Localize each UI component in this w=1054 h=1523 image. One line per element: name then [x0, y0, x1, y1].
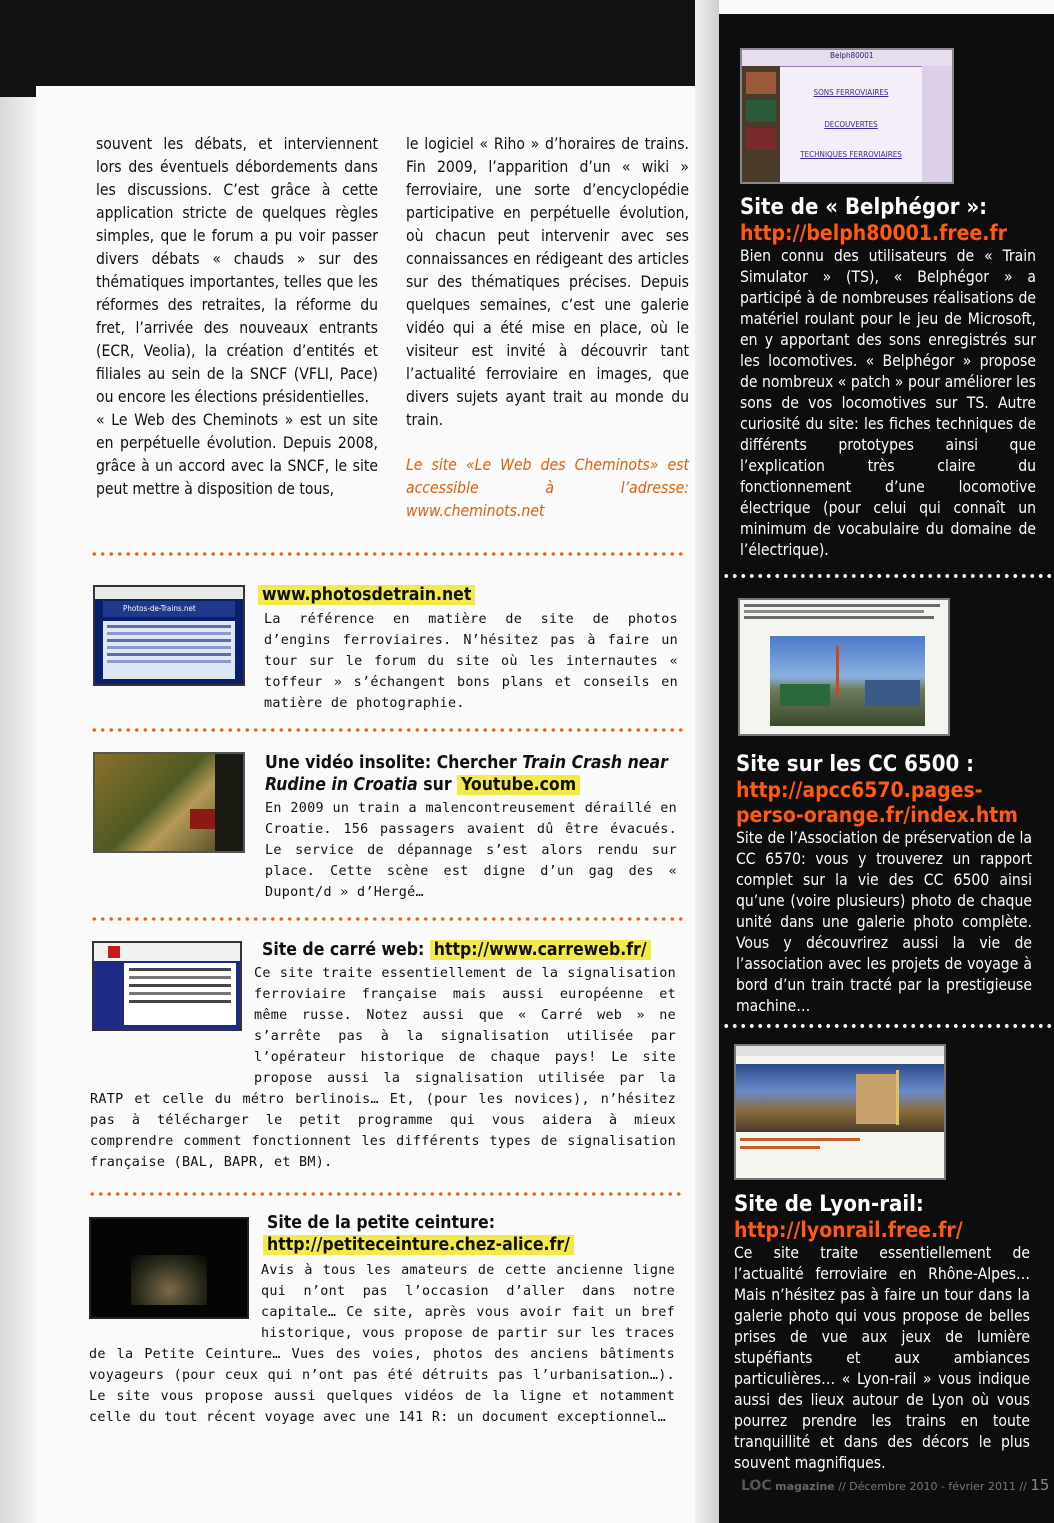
dotted-divider [90, 552, 685, 556]
article-paragraph: le logiciel « Riho » d’horaires de trains. Fin 2009, l’apparition d’un « wiki » ferroviaire, une sorte d’encyclopédie participative en perpétuelle évolution, où chacun peut intervenir avec ses connaissances en rédigeant des articles sur des thématiques précises. Depuis quelques semaines, c’est une galerie vidéo qui a été mise en place, où le visiteur est invité à découvrir tant l’actualité ferroviaire en images, que divers sujets ayant trait au monde du train. [406, 135, 689, 429]
photosdetrain-text: La référence en matière de site de photos d’engins ferroviaires. N’hésitez pas à faire un tour sur le forum du site où les internautes « toffeur » s’échangent bons plans et conseils en matière de photographie. [264, 612, 678, 711]
page-footer [741, 1476, 1049, 1494]
petiteceinture-url[interactable]: http://petiteceinture.chez-alice.fr/ [263, 1235, 574, 1255]
article-column-2 [406, 133, 689, 523]
lyonrail-text: Ce site traite essentiellement de l’actualité ferroviaire en Rhône-Alpes… Mais n’hésitez pas à faire un tour dans la galerie photo qui vous propose de belles prises de vue aux jeux de lumière stupéfiants et aux ambiances particulières… « Lyon-rail » vous indique aussi des lieux autour de Lyon où vous pourrez prendre les trains en toute tranquillité et dans des décors le plus souvent magnifiques. [734, 1244, 1030, 1472]
petiteceinture-body: Avis à tous les amateurs de cette ancienne ligne qui n’ont pas l’occasion d’aller dans notre capitale… Ce site, après vous avoir fait un bref historique, vous propose de partir sur les traces de la Petite Ceinture… Vues des voies, photos des anciens bâtiments voyageurs (pour ceux qui n’ont pas été détruits pas l’urbanisation…). Le site vous propose aussi quelques vidéos de la ligne et notamment celle du tout récent voyage avec une 141 R: un document exceptionnel… [89, 1263, 675, 1425]
lyonrail-screenshot [734, 1044, 946, 1180]
dotted-divider [90, 728, 685, 732]
video-screenshot [93, 752, 245, 853]
text-wrap-spacer [89, 1260, 261, 1342]
video-search-term: Train Crash near Rudine in Croatia [265, 753, 668, 795]
petiteceinture-title: Site de la petite ceinture: [267, 1213, 495, 1233]
top-black-band [0, 0, 695, 97]
video-text: En 2009 un train a malencontreusement déraillé en Croatie. 156 passagers avaient dû être évacués. Le service de dépannage s’est alors rendu sur place. Cette scène est digne d’un gag des « Dupont/d » d’Hergé… [265, 801, 677, 900]
belph-shot-link: SONS FERROVIAIRES [813, 88, 889, 97]
text-wrap-spacer [90, 963, 254, 1089]
video-title-sur: sur [417, 775, 458, 795]
belph-title: Site de « Belphégor »: [740, 195, 988, 220]
footer-magazine: magazine [775, 1480, 835, 1493]
carreweb-body: Ce site traite essentiellement de la signalisation ferroviaire française mais aussi européenne et même russe. Notez aussi que « Carré web » ne s’arrête pas à la signalisation utilisée par l’opérateur historique de chaque pays! Le site propose aussi la signalisation utilisée par la RATP et celle du métro berlinois… Et, (pour les novices), n’hésitez pas à télécharger le petit programme qui vous aidera à mieux comprendre comment fonctionnent les différents types de signalisation française (BAL, BAPR, et BM). [90, 966, 676, 1170]
footer-brand: LOC [741, 1478, 772, 1494]
belph-shot-link: DECOUVERTES [824, 120, 878, 129]
belph-block [740, 195, 1036, 561]
cc6500-title: Site sur les CC 6500 : [736, 752, 975, 777]
lyonrail-title: Site de Lyon-rail: [734, 1192, 924, 1217]
carreweb-url[interactable]: http://www.carreweb.fr/ [430, 940, 651, 960]
photosdetrain-screenshot: Photos-de-Trains.net [93, 585, 245, 686]
footer-issue: // Décembre 2010 - février 2011 // [838, 1480, 1027, 1493]
dotted-divider [90, 917, 685, 921]
article-paragraph: souvent les débats, et interviennent lors des éventuels débordements dans les discussions. C’est grâce à cette application stricte de quelques règles simples, que le forum a pu voir passer divers débats « chauds » sur des thématiques importantes, telles que les réformes des retraites, la réforme du fret, l’arrivée des nouveaux entrants (ECR, Veolia), la création d’entités et filiales au sein de la SNCF (VFLI, Pace) ou encore les élections présidentielles. [96, 135, 378, 406]
belph-screenshot [740, 48, 954, 184]
page-gutter [695, 0, 719, 1523]
dotted-divider [88, 1192, 683, 1196]
dotted-divider [722, 1024, 1052, 1028]
page-number: 15 [1030, 1476, 1050, 1494]
lyonrail-block [734, 1192, 1030, 1474]
article-note: Le site «Le Web des Cheminots» est accessible à l’adresse: www.cheminots.net [406, 456, 689, 520]
belph-shot-title: Belph80001 [830, 51, 874, 60]
photosdetrain-url[interactable]: www.photosdetrain.net [258, 585, 475, 605]
belph-shot-link: TECHNIQUES FERROVIAIRES [800, 150, 902, 159]
carreweb-title: Site de carré web: [262, 940, 430, 960]
video-title: Une vidéo insolite: Chercher [265, 753, 523, 773]
dotted-divider [722, 574, 1052, 578]
cc6500-text: Site de l’Association de préservation de la CC 6570: vous y trouverez un rapport complet sur la vie des CC 6500 ainsi qu’une (voire plusieurs) photo de chaque unité dans une galerie photo complète. Vous y découvrirez aussi la vie de l’association avec les projets de voyage à bord d’un train tracté par la prestigieuse machine… [736, 829, 1032, 1015]
photosdetrain-block [258, 584, 678, 714]
video-block [265, 752, 677, 903]
petiteceinture-block [89, 1212, 675, 1428]
page-shadow [0, 97, 36, 1523]
youtube-link[interactable]: Youtube.com [457, 775, 580, 795]
page-top-edge [36, 86, 695, 100]
cc6500-screenshot [738, 598, 950, 736]
belph-url[interactable]: http://belph80001.free.fr [740, 221, 1007, 245]
carreweb-block [90, 939, 676, 1173]
cc6500-url[interactable]: http://apcc6570.pages-perso-orange.fr/index.htm [736, 778, 1018, 827]
cc6500-block [736, 752, 1032, 1017]
article-column-1 [96, 133, 378, 501]
petiteceinture-text [89, 1260, 675, 1428]
article-paragraph: « Le Web des Cheminots » est un site en perpétuelle évolution. Depuis 2008, grâce à un accord avec la SNCF, le site peut mettre à disposition de tous, [96, 411, 378, 498]
lyonrail-url[interactable]: http://lyonrail.free.fr/ [734, 1218, 963, 1242]
carreweb-text [90, 963, 676, 1173]
belph-text: Bien connu des utilisateurs de « Train Simulator » (TS), « Belphégor » a participé à de nombreuses réalisations de matériel roulant pour le jeu de Microsoft, en y apportant des sons enregistrés sur les locomotives. « Belphégor » propose de nombreux « patch » pour améliorer les sons de vos locomotives sur TS. Autre curiosité du site: les fiches techniques de différents prototypes ainsi que l’explication très claire du fonctionnement d’une locomotive électrique (pour celui qui connaît un minimum de vocabulaire du domaine de l’électrique). [740, 247, 1036, 559]
